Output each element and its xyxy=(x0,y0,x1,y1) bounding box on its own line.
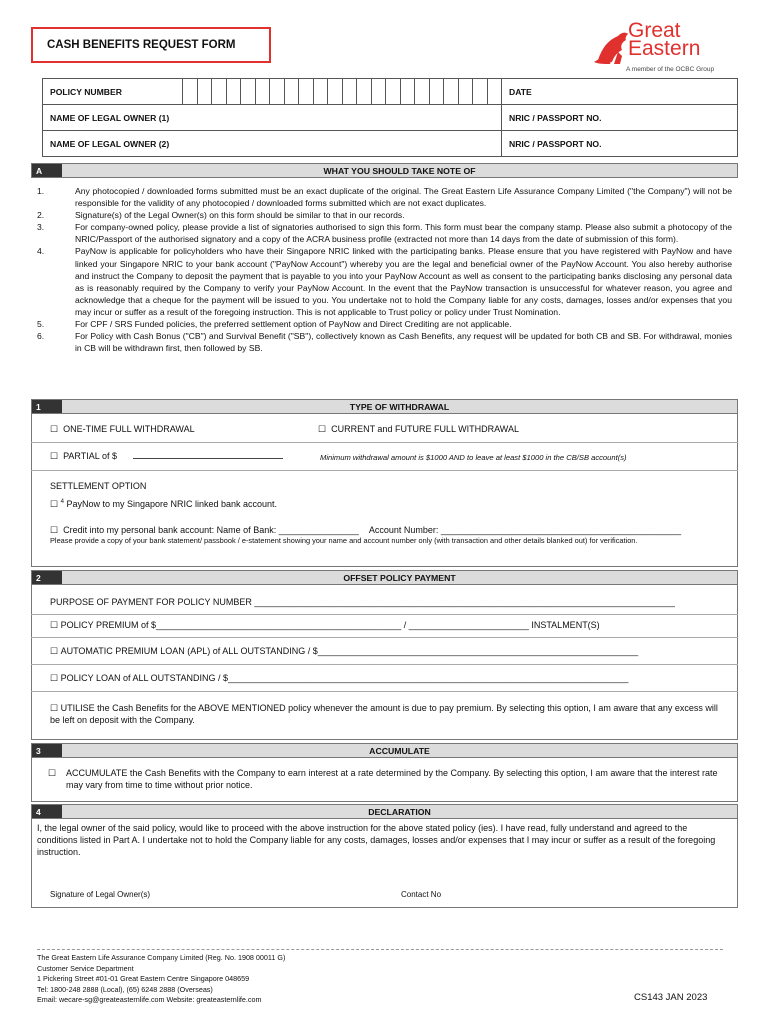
credit-bank-option[interactable]: ☐ Credit into my personal bank account: Name of Bank: ________________ Account Number: ________________________________________________ xyxy=(50,525,682,535)
section-1-number: 1 xyxy=(32,400,62,413)
settlement-option-label: SETTLEMENT OPTION xyxy=(50,481,147,491)
note-item: 1. Any photocopied / downloaded forms submitted must be an exact duplicate of the original. The Great Eastern Life Assurance Company Limited ("the Company") will not be responsible for the validity of any photocopied / downloaded forms submitted which are not exact duplicates. xyxy=(37,186,732,209)
policy-number-digit[interactable] xyxy=(342,79,357,105)
footer-email: Email: wecare-sg@greateasternlife.com Website: greateasternlife.com xyxy=(37,995,262,1004)
policy-number-digit[interactable] xyxy=(241,79,256,105)
form-title: CASH BENEFITS REQUEST FORM xyxy=(31,27,271,63)
policy-number-digit[interactable] xyxy=(284,79,299,105)
nric-1-field[interactable]: NRIC / PASSPORT NO. xyxy=(502,105,738,131)
notes-list xyxy=(37,185,732,354)
section-a-title: WHAT YOU SHOULD TAKE NOTE OF xyxy=(323,165,476,176)
bank-statement-note: Please provide a copy of your bank statement/ passbook / e-statement showing your name and account number only (with transaction and other details blanked out) for verification. xyxy=(50,536,638,545)
footer-address-block xyxy=(37,953,285,1006)
paynow-option[interactable]: ☐ $^4$ PayNow to my Singapore NRIC linked bank account. xyxy=(50,499,278,509)
contact-no-field[interactable] xyxy=(398,886,538,900)
one-time-full-option[interactable]: ☐ ONE-TIME FULL WITHDRAWAL xyxy=(50,424,195,434)
policy-number-digit[interactable] xyxy=(183,79,198,105)
checkbox-icon[interactable]: ☐ xyxy=(50,451,59,461)
note-item: 3. For company-owned policy, please provide a list of signatories authorised to sign this form. This form must bear the company stamp. Please also submit a photocopy of the NRIC/Passport of the authorised signatory and a copy of the ACRA business profile (extracted not more than 14 days from the date of submission of this form). xyxy=(37,222,732,245)
policy-number-digit[interactable] xyxy=(328,79,343,105)
declaration-text: I, the legal owner of the said policy, would like to proceed with the above instruction for the above stated policy (ies). I have read, fully understand and agreed to the conditions listed in Part A. I undertake not to hold the Company liable for any costs, damages, losses and/or expenses that I may incur or suffer as a result of the foregoing instruction. xyxy=(37,823,716,858)
checkbox-icon[interactable]: ☐ xyxy=(50,499,59,509)
logo-tagline: A member of the OCBC Group xyxy=(626,66,715,73)
checkbox-icon[interactable]: ☐ xyxy=(50,646,59,656)
accumulate-option[interactable]: ☐ ACCUMULATE the Cash Benefits with the Company to earn interest at a rate determined by the Company. By selecting this option, I am aware that the interest rate may vary from time to time without prior notice. xyxy=(48,768,718,790)
checkbox-icon[interactable]: ☐ xyxy=(50,673,59,683)
section-4-header xyxy=(31,804,738,819)
policy-number-digit[interactable] xyxy=(371,79,386,105)
policy-number-digit[interactable] xyxy=(357,79,372,105)
apl-option[interactable]: ☐ AUTOMATIC PREMIUM LOAN (APL) of ALL OUTSTANDING / $________________________________________________________________ xyxy=(50,646,639,656)
policy-number-label: POLICY NUMBER xyxy=(43,79,183,105)
footer-company: The Great Eastern Life Assurance Company Limited (Reg. No. 1908 00011 G) xyxy=(37,953,286,962)
section-4-title: DECLARATION xyxy=(368,806,431,817)
policy-number-digit[interactable] xyxy=(270,79,285,105)
footer-dept: Customer Service Department xyxy=(37,963,134,973)
policy-premium-option[interactable]: ☐ POLICY PREMIUM of $_________________________________________________ / ________________________ INSTALMENT(S) xyxy=(50,620,600,630)
policy-number-digit[interactable] xyxy=(400,79,415,105)
section-3-number: 3 xyxy=(32,744,62,757)
utilise-option[interactable]: ☐ UTILISE the Cash Benefits for the ABOVE MENTIONED policy whenever the amount is due to pay premium. By selecting this option, I am aware that any excess will be left on deposit with the Company. xyxy=(50,703,718,725)
checkbox-icon[interactable]: ☐ xyxy=(50,620,59,630)
account-number-field[interactable]: Account Number: ________________________________________________ xyxy=(368,525,682,535)
note-item: 6. For Policy with Cash Bonus ("CB") and Survival Benefit ("SB"), collectively known as Cash Benefits, any request will be updated for both CB and SB. For withdrawal, monies in CB will be withdrawn first, then followed by SB. xyxy=(37,331,732,354)
section-2-header xyxy=(31,570,738,585)
signature-field[interactable] xyxy=(46,886,186,900)
policy-header-table xyxy=(42,78,738,157)
partial-amount-input[interactable] xyxy=(133,458,283,459)
policy-number-digit[interactable] xyxy=(415,79,430,105)
checkbox-icon[interactable]: ☐ xyxy=(50,424,59,434)
section-a-number: A xyxy=(32,164,62,177)
policy-number-digit[interactable] xyxy=(487,79,502,105)
policy-number-digit[interactable] xyxy=(226,79,241,105)
logo-wordmark: Great Eastern xyxy=(628,19,701,60)
section-3-title: ACCUMULATE xyxy=(369,745,430,756)
policy-number-digit[interactable] xyxy=(255,79,270,105)
date-field[interactable]: DATE xyxy=(502,79,738,105)
legal-owner-2-field[interactable]: NAME OF LEGAL OWNER (2) xyxy=(43,131,502,157)
policy-loan-option[interactable]: ☐ POLICY LOAN of ALL OUTSTANDING / $________________________________________________________________________________ xyxy=(50,673,629,683)
policy-number-digit[interactable] xyxy=(299,79,314,105)
policy-number-digit[interactable] xyxy=(458,79,473,105)
section-1-header xyxy=(31,399,738,414)
note-item: 2. Signature(s) of the Legal Owner(s) on this form should be similar to that in our records. xyxy=(37,210,405,221)
form-code: CS143 JAN 2023 xyxy=(634,992,708,1003)
footer-address: 1 Pickering Street #01-01 Great Eastern Centre Singapore 048659 xyxy=(37,974,250,983)
section-2-title: OFFSET POLICY PAYMENT xyxy=(343,572,456,583)
minimum-withdrawal-note: Minimum withdrawal amount is $1000 AND to leave at least $1000 in the CB/SB account(s) xyxy=(320,453,627,462)
checkbox-icon[interactable]: ☐ xyxy=(50,703,59,713)
policy-number-digit[interactable] xyxy=(444,79,459,105)
legal-owner-1-field[interactable]: NAME OF LEGAL OWNER (1) xyxy=(43,105,502,131)
section-3-header xyxy=(31,743,738,758)
policy-number-digit[interactable] xyxy=(386,79,401,105)
section-1-title: TYPE OF WITHDRAWAL xyxy=(349,401,450,412)
purpose-policy-number-field[interactable]: PURPOSE OF PAYMENT FOR POLICY NUMBER ____________________________________________________________________________________ xyxy=(50,597,675,607)
signature-label: Signature of Legal Owner(s) xyxy=(50,890,151,899)
policy-number-digit[interactable] xyxy=(212,79,227,105)
partial-option[interactable]: ☐ PARTIAL of $ xyxy=(50,451,283,462)
section-4-number: 4 xyxy=(32,805,62,818)
checkbox-icon[interactable]: ☐ xyxy=(50,525,59,535)
policy-number-digit[interactable] xyxy=(197,79,212,105)
footer-divider xyxy=(37,949,723,950)
policy-number-digit[interactable] xyxy=(313,79,328,105)
section-a-header xyxy=(31,163,738,178)
footer-tel: Tel: 1800-248 2888 (Local), (65) 6248 2888 (Overseas) xyxy=(37,984,213,994)
section-2-number: 2 xyxy=(32,571,62,584)
note-item: 5. For CPF / SRS Funded policies, the preferred settlement option of PayNow and Direct Crediting are not applicable. xyxy=(37,319,512,330)
current-future-option[interactable]: ☐ CURRENT and FUTURE FULL WITHDRAWAL xyxy=(318,424,519,434)
contact-no-label: Contact No xyxy=(401,890,442,899)
checkbox-icon[interactable]: ☐ xyxy=(48,768,57,778)
checkbox-icon[interactable]: ☐ xyxy=(318,424,327,434)
note-item: 4. PayNow is applicable for policyholders who have their Singapore NRIC linked with the participating banks. Please ensure that you have registered with PayNow and have linked your Singapore NRIC to your bank account ("PayNow Account") whereby you are the legal and beneficial owner of the PayNow Account. You also hereby authorise and instruct the Company to deposit the payment that is payable to you into your PayNow Account as well as consent to the participating banks disclosing any personal data as is reasonably required by the Company to verify your PayNow Account. In the event that the PayNow transaction is unsuccessful for whatever reason, you agree and acknowledge that a cheque for the payment will be issued to you. You undertake not to hold the Company liable for any costs, damages, losses and/or expenses that you may incur or suffer as a result of the foregoing instruction. This is not applicable to Trust policy or policy under Trust Nomination. xyxy=(37,246,732,317)
policy-number-digit[interactable] xyxy=(429,79,444,105)
nric-2-field[interactable]: NRIC / PASSPORT NO. xyxy=(502,131,738,157)
policy-number-digit[interactable] xyxy=(473,79,488,105)
